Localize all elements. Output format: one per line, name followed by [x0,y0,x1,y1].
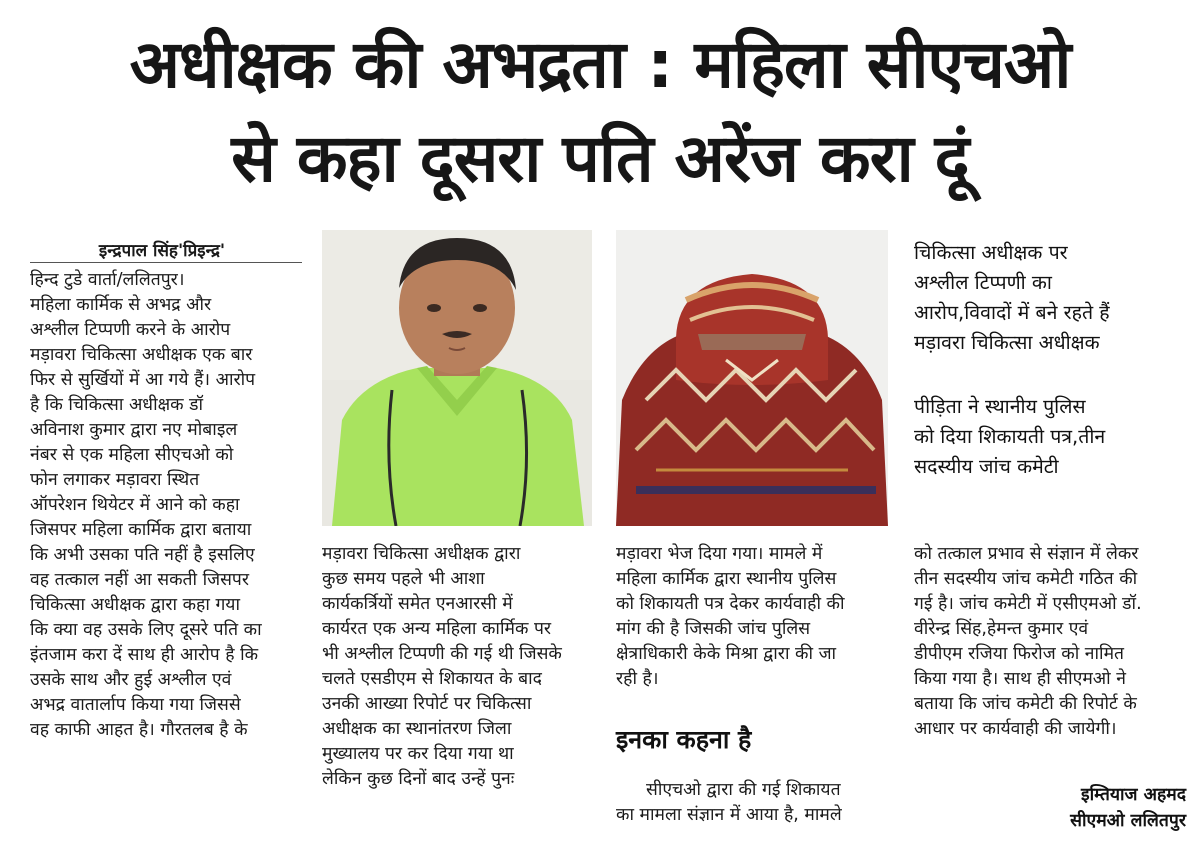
pull-quote-line: सदस्यीय जांच कमेटी [914,455,1059,478]
victim-photo [616,230,888,526]
pull-quote-line: चिकित्सा अधीक्षक पर [914,241,1068,264]
pull-quote-line: मड़ावरा चिकित्सा अधीक्षक [914,331,1100,354]
pull-quote-line: को दिया शिकायती पत्र,तीन [914,425,1106,448]
superintendent-photo [322,230,592,526]
article-column-3 [616,542,888,692]
text-line: किया गया है। साथ ही सीएमओ ने [914,669,1126,689]
text-line: कि क्या वह उसके लिए दूसरे पति का [30,620,262,640]
text-line: बताया कि जांच कमेटी की रिपोर्ट के [914,694,1137,714]
text-line: महिला कार्मिक से अभद्र और [30,295,212,315]
text-line: को शिकायती पत्र देकर कार्यवाही की [616,594,845,614]
veiled-woman-illustration [616,230,888,526]
section-subheading: इनका कहना है [616,725,752,754]
text-line: उनकी आख्या रिपोर्ट पर चिकित्सा [322,694,532,714]
text-line: कुछ समय पहले भी आशा [322,569,485,589]
article-column-2 [322,542,592,792]
text-line: सीएचओ द्वारा की गई शिकायत [646,780,841,800]
headline-line-1: अधीक्षक की अभद्रता : महिला सीएचओ [129,26,1071,103]
text-line: अश्लील टिप्पणी करने के आरोप [30,320,231,340]
text-line: मड़ावरा चिकित्सा अधीक्षक एक बार [30,345,253,365]
headline-line-2: से कहा दूसरा पति अरेंज करा दूं [231,120,969,197]
pull-quote-line: पीड़िता ने स्थानीय पुलिस [914,395,1086,418]
text-line: मड़ावरा चिकित्सा अधीक्षक द्वारा [322,544,521,564]
text-line: ऑपरेशन थियेटर में आने को कहा [30,495,240,515]
text-line: वह तत्काल नहीं आ सकती जिसपर [30,570,250,590]
text-line: फोन लगाकर मड़ावरा स्थित [30,470,200,490]
text-line: मुख्यालय पर कर दिया गया था [322,744,514,764]
text-line: लेकिन कुछ दिनों बाद उन्हें पुनः [322,769,515,789]
superintendent-portrait-illustration [322,230,592,526]
text-line: कि अभी उसका पति नहीं है इसलिए [30,545,255,565]
text-line: हिन्द टुडे वार्ता/ललितपुर। [30,270,185,290]
text-line: मड़ावरा भेज दिया गया। मामले में [616,544,823,564]
text-line: तीन सदस्यीय जांच कमेटी गठित की [914,569,1138,589]
text-line: चलते एसडीएम से शिकायत के बाद [322,669,542,689]
text-line: डीपीएम रजिया फिरोज को नामित [914,644,1125,664]
text-line: नंबर से एक महिला सीएचओ को [30,445,234,465]
text-line: को तत्काल प्रभाव से संज्ञान में लेकर [914,544,1139,564]
text-line: इंतजाम करा दें साथ ही आरोप है कि [30,645,259,665]
text-line: अभद्र वातार्लाप किया गया जिससे [30,695,241,715]
text-line: महिला कार्मिक द्वारा स्थानीय पुलिस [616,569,837,589]
text-line: गई है। जांच कमेटी में एसीएमओ डॉ. [914,594,1142,614]
text-line: जिसपर महिला कार्मिक द्वारा बताया [30,520,252,540]
text-line: वह काफी आहत है। गौरतलब है के [30,720,248,740]
headline [0,18,1200,206]
text-line: रही है। [616,669,659,689]
signature-title: सीएमओ ललितपुर [1070,811,1186,831]
pull-quote-line: आरोप,विवादों में बने रहते हैं [914,301,1110,324]
pull-quote-2 [914,392,1186,482]
text-line: मांग की है जिसकी जांच पुलिस [616,619,811,639]
pull-quote-line: अश्लील टिप्पणी का [914,271,1052,294]
text-line: अधीक्षक का स्थानांतरण जिला [322,719,512,739]
quote-column [616,778,888,828]
byline-divider [30,262,302,263]
text-line: का मामला संज्ञान में आया है, मामले [616,805,842,825]
pull-quote-1 [914,238,1186,358]
article-column-1 [30,268,302,743]
text-line: कार्यकर्त्रियों समेत एनआरसी में [322,594,513,614]
text-line: अविनाश कुमार द्वारा नए मोबाइल [30,420,238,440]
text-line: चिकित्सा अधीक्षक द्वारा कहा गया [30,595,240,615]
text-line: कार्यरत एक अन्य महिला कार्मिक पर [322,619,552,639]
text-line: क्षेत्राधिकारी केके मिश्रा द्वारा की जा [616,644,837,664]
text-line: आधार पर कार्यवाही की जायेगी। [914,719,1117,739]
article-column-4 [914,542,1186,742]
byline: इन्द्रपाल सिंह'प्रिइन्द्र' [98,241,226,261]
text-line: भी अश्लील टिप्पणी की गई थी जिसके [322,644,562,664]
text-line: उसके साथ और हुई अश्लील एवं [30,670,232,690]
signature-name: इम्तियाज अहमद [1081,785,1186,805]
text-line: है कि चिकित्सा अधीक्षक डॉ [30,395,204,415]
text-line: वीरेन्द्र सिंह,हेमन्त कुमार एवं [914,619,1089,639]
text-line: फिर से सुर्खियों में आ गये हैं। आरोप [30,370,256,390]
